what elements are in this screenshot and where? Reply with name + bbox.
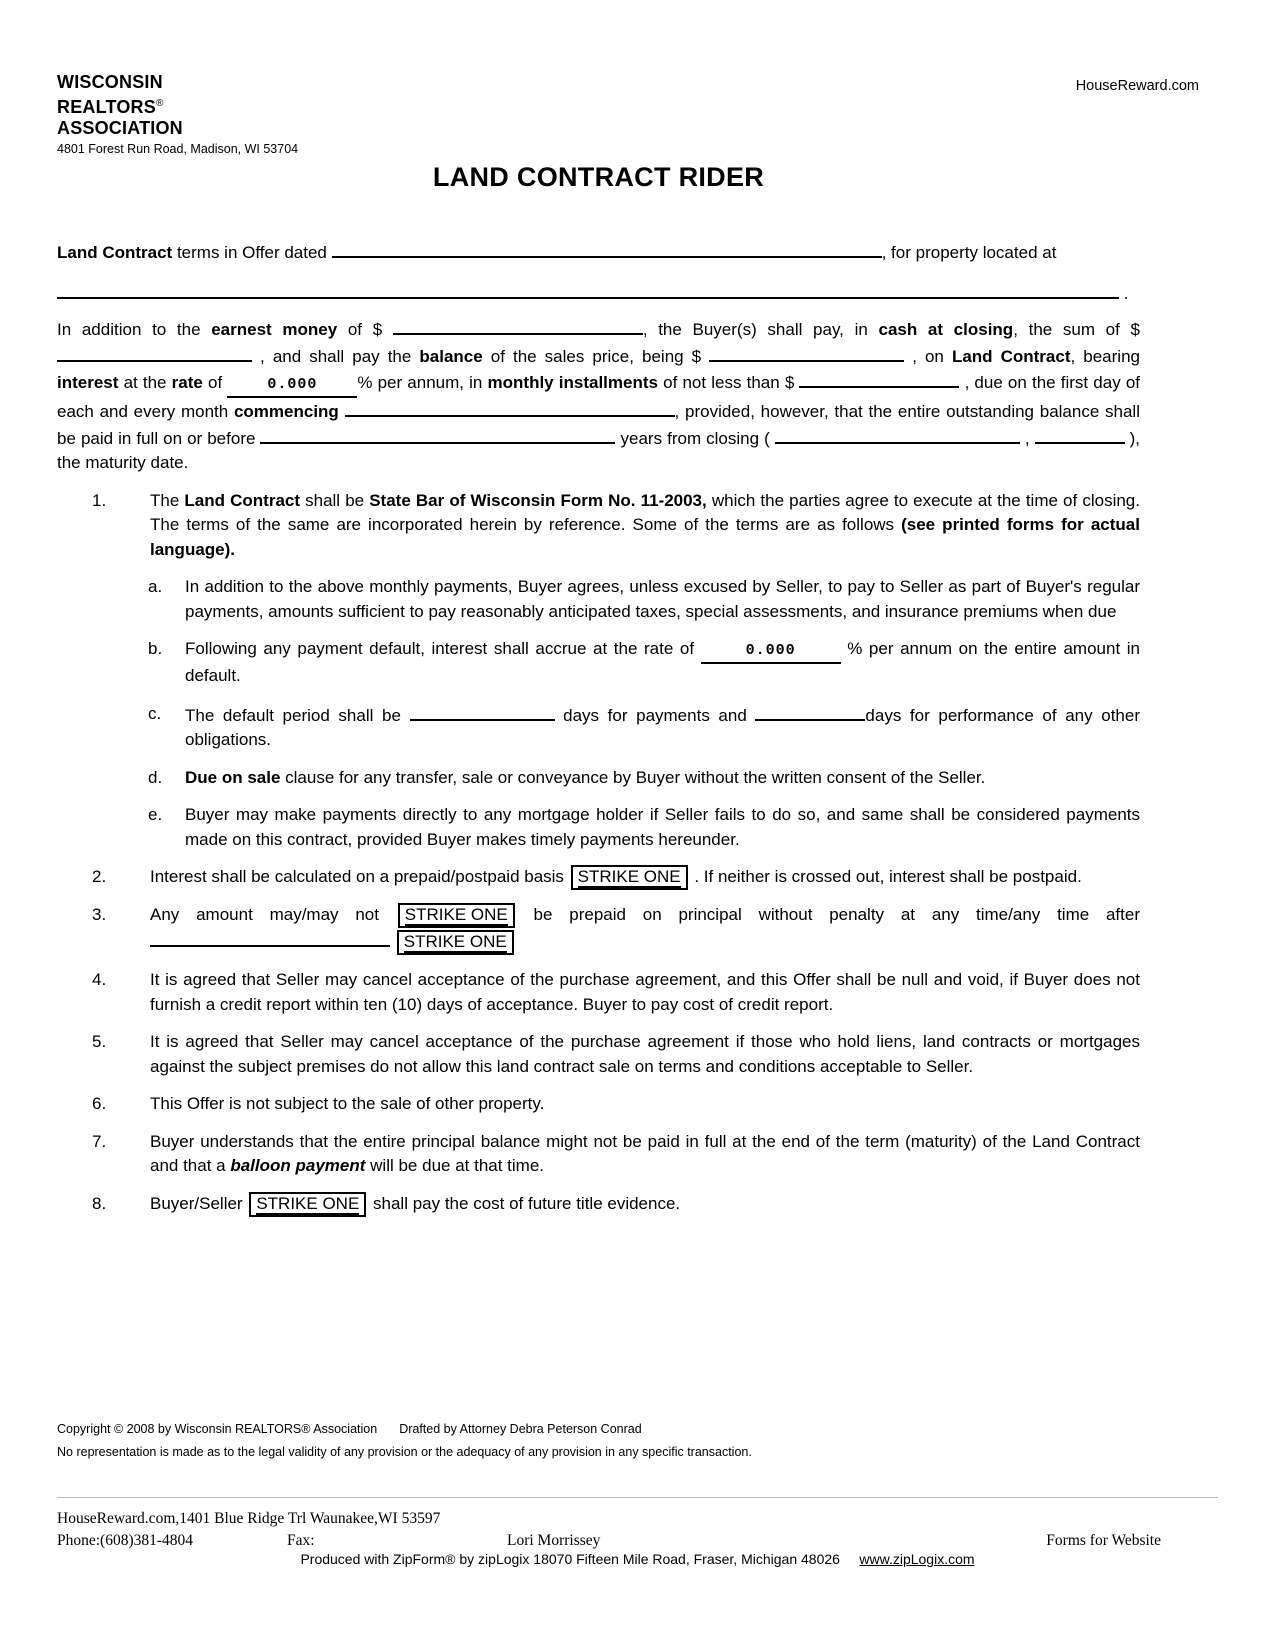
text-run: Land Contract — [184, 490, 301, 510]
text-run: , — [1019, 428, 1035, 448]
list-item-1e — [57, 803, 1140, 852]
text-run: Land Contract — [951, 346, 1071, 366]
list-item-1 — [57, 489, 1140, 563]
text-run: . If neither is crossed out, interest shall be postpaid. — [689, 867, 1082, 886]
text-run: Any amount may/may not — [150, 905, 396, 924]
item-text — [185, 637, 1140, 689]
text-run: Drafted by Attorney Debra Peterson Conrad — [399, 1422, 642, 1436]
maturity-month-field — [775, 425, 1020, 444]
default-rate-field — [701, 639, 841, 664]
text-run: years from closing ( — [615, 428, 775, 448]
item-number: 1. — [92, 490, 107, 510]
list-item-1d — [57, 766, 1140, 791]
footer-fax-label: Fax: — [287, 1532, 315, 1549]
footer-broker-line: HouseReward.com,1401 Blue Ridge Trl Waunakee,WI 53597 — [57, 1510, 441, 1527]
item-text — [150, 489, 1140, 563]
item-text — [150, 1130, 1140, 1179]
list-item-1c — [57, 702, 1140, 753]
text-run: of — [202, 373, 228, 392]
strike-one-label: STRIKE ONE — [256, 1193, 360, 1213]
text-run: REALTORS — [57, 97, 156, 117]
text-run: which the parties agree to execute at the time of closing. The terms of the same are incorporated herein by reference. Some of the terms are as follows — [150, 490, 1140, 534]
footer-produced-line — [0, 1551, 1275, 1567]
text-run: interest — [57, 373, 119, 392]
text-run: ), the maturity date. — [57, 428, 1140, 472]
site-name: HouseReward.com — [1075, 78, 1199, 94]
registered-mark: ® — [155, 98, 164, 109]
org-logo-text — [57, 72, 1140, 139]
item-text — [150, 968, 1140, 1017]
text-run: This Offer is not subject to the sale of other property. — [150, 1094, 545, 1113]
default-rate-value: 0.000 — [745, 642, 796, 659]
item-number: 5. — [92, 1032, 107, 1051]
item-text — [185, 702, 1140, 753]
footer-forms-note: Forms for Website — [1046, 1532, 1161, 1549]
text-run: Following any payment default, interest shall accrue at the rate of — [185, 639, 701, 658]
spacer — [844, 1551, 856, 1567]
item-text — [185, 803, 1140, 852]
property-location-field — [57, 280, 1119, 299]
org-line3: ASSOCIATION — [57, 118, 183, 138]
text-run: , due on the first day of each and every month — [57, 373, 1141, 421]
item-letter: d. — [148, 767, 163, 787]
text-run: The — [150, 490, 185, 510]
text-run: , provided, however, that the entire outstanding balance shall be paid in full on or before — [57, 402, 1140, 448]
performance-default-days-field — [755, 702, 865, 721]
text-run: balance — [419, 346, 483, 366]
text-run: of not less than $ — [657, 373, 800, 392]
item-text — [185, 766, 1140, 791]
footer-agent-name: Lori Morrissey — [507, 1532, 601, 1549]
item-letter: c. — [148, 703, 162, 723]
item-number: 8. — [92, 1193, 107, 1213]
text-run: will be due at that time. — [365, 1156, 545, 1175]
text-run: cash at closing — [878, 320, 1014, 339]
text-run: clause for any transfer, sale or conveyance by Buyer without the written consent of the Seller. — [280, 767, 986, 787]
strike-one-label: STRIKE ONE — [403, 932, 507, 951]
text-run: Interest shall be calculated on a prepaid/postpaid basis — [150, 867, 569, 886]
item-number: 3. — [92, 905, 107, 924]
item-text — [150, 1192, 1140, 1217]
strike-one-label: STRIKE ONE — [577, 867, 681, 886]
text-run: In addition to the above monthly payments, Buyer agrees, unless excused by Seller, to pay to Seller as part of Buyer's regular payments, amounts sufficient to pay reasonably anticipated taxes, special assessments, and insurance premiums when due — [185, 577, 1140, 621]
text-run: at the — [118, 373, 172, 392]
text-run: Due on sale — [185, 767, 281, 787]
text-run: State Bar of Wisconsin Form No. 11-2003, — [369, 490, 707, 510]
text-run: Produced with ZipForm® by zipLogix 18070 Fifteen Mile Road, Fraser, Michigan 48026 — [300, 1551, 840, 1567]
text-run: , the sum of $ — [1013, 320, 1140, 339]
item-letter: b. — [148, 639, 163, 658]
text-run: The default period shall be — [185, 705, 410, 725]
text-run: , and shall pay the — [252, 346, 420, 366]
item-number: 6. — [92, 1094, 107, 1113]
text-run: Land Contract — [57, 243, 173, 262]
cash-at-closing-field — [57, 343, 252, 362]
text-run: terms in Offer dated — [172, 243, 332, 262]
item-text — [150, 1092, 1140, 1117]
text-run: In addition to the — [57, 320, 212, 339]
item-text — [150, 865, 1140, 890]
text-run: , for property located at — [881, 243, 1057, 262]
item-text — [150, 1030, 1140, 1079]
list-item-1a — [57, 575, 1140, 624]
ziplogix-link[interactable]: www.zipLogix.com — [859, 1551, 975, 1567]
text-run: rate — [171, 373, 203, 392]
item-number: 7. — [92, 1131, 107, 1151]
text-run: % per annum, in — [357, 373, 488, 392]
text-run: of the sales price, being $ — [482, 346, 710, 366]
text-run: earnest money — [211, 320, 338, 339]
item-number: 4. — [92, 970, 107, 989]
list-item-1b — [57, 637, 1140, 689]
list-item-8 — [57, 1192, 1140, 1217]
strike-one-box — [249, 1192, 366, 1217]
interest-rate-value: 0.000 — [267, 376, 318, 393]
document-header — [57, 0, 1140, 156]
copyright-line2: No representation is made as to the legal validity of any provision or the adequacy of any provision in any specific transaction. — [57, 1445, 752, 1459]
org-line1: WISCONSIN — [57, 72, 163, 92]
text-run: (see printed forms for actual language). — [150, 515, 1140, 559]
text-run: Copyright © 2008 by Wisconsin REALTORS® Association — [57, 1422, 378, 1436]
list-item-6 — [57, 1092, 1140, 1117]
payoff-years-field — [260, 425, 615, 444]
item-letter: a. — [148, 577, 163, 596]
copyright-note — [57, 1418, 1140, 1464]
text-run: Buyer may make payments directly to any mortgage holder if Seller fails to do so, and same shall be considered payments made on this contract, provided Buyer makes timely payments hereunder. — [185, 805, 1140, 849]
page-title: LAND CONTRACT RIDER — [432, 162, 765, 192]
text-run: , on — [904, 346, 952, 366]
footer-contact-row — [57, 1532, 1161, 1552]
text-run: of $ — [337, 320, 393, 339]
text-run: shall be — [300, 490, 370, 510]
footer-divider — [57, 1497, 1218, 1498]
text-run — [390, 932, 395, 951]
list-item-5 — [57, 1030, 1140, 1079]
list-item-3 — [57, 903, 1140, 955]
interest-rate-field — [227, 373, 357, 398]
commencing-date-field — [345, 398, 675, 417]
text-run: days for performance of any other obligations. — [185, 705, 1140, 749]
item-letter: e. — [148, 805, 163, 824]
footer — [57, 1510, 1161, 1552]
text-run: shall pay the cost of future title evidence. — [368, 1193, 681, 1213]
text-run: be prepaid on principal without penalty at any time/any time after — [516, 905, 1140, 924]
text-run: Buyer understands that the entire principal balance might not be paid in full at the end of the term (maturity) of the Land Contract and that a — [150, 1131, 1140, 1175]
strike-one-box — [571, 865, 688, 890]
item-text — [150, 903, 1140, 955]
org-line2 — [57, 93, 1140, 118]
item-text — [185, 575, 1140, 624]
text-run: days for payments and — [554, 705, 756, 725]
prepay-date-field — [150, 928, 390, 947]
monthly-installment-field — [799, 369, 959, 388]
footer-phone: Phone:(608)381-4804 — [57, 1532, 194, 1549]
maturity-year-field — [1035, 425, 1125, 444]
text-run: commencing — [233, 402, 339, 421]
earnest-money-field — [393, 316, 643, 335]
text-run: monthly installments — [487, 373, 658, 392]
strike-one-label: STRIKE ONE — [404, 905, 508, 924]
intro-paragraph — [57, 239, 1140, 266]
list-item-7 — [57, 1130, 1140, 1179]
list-item-4 — [57, 968, 1140, 1017]
text-run: It is agreed that Seller may cancel acceptance of the purchase agreement if those who hold liens, land contracts or mortgages against the subject premises do not allow this land contract sale on terms and conditions acceptable to Seller. — [150, 1032, 1140, 1076]
text-run: It is agreed that Seller may cancel acceptance of the purchase agreement, and this Offer shall be null and void, if Buyer does not furnish a credit report within ten (10) days of acceptance. Buyer to pay cost of credit report. — [150, 970, 1140, 1014]
terms-paragraph — [57, 316, 1140, 476]
org-address: 4801 Forest Run Road, Madison, WI 53704 — [57, 142, 299, 156]
payment-default-days-field — [410, 702, 555, 721]
text-run: , bearing — [1070, 346, 1140, 366]
text-run: balloon payment — [230, 1156, 366, 1175]
text-run: % per annum on the entire amount in default. — [185, 639, 1140, 685]
list-item-2 — [57, 865, 1140, 890]
strike-one-box — [397, 930, 514, 955]
balance-field — [709, 343, 904, 362]
copyright-line1 — [57, 1418, 1140, 1441]
strike-one-box — [398, 903, 515, 928]
text-run: Buyer/Seller — [150, 1193, 248, 1213]
text-run: , the Buyer(s) shall pay, in — [642, 320, 879, 339]
offer-date-field — [332, 239, 882, 258]
item-number: 2. — [92, 867, 107, 886]
property-location-line — [57, 280, 1140, 307]
text-run: . — [1119, 283, 1129, 303]
